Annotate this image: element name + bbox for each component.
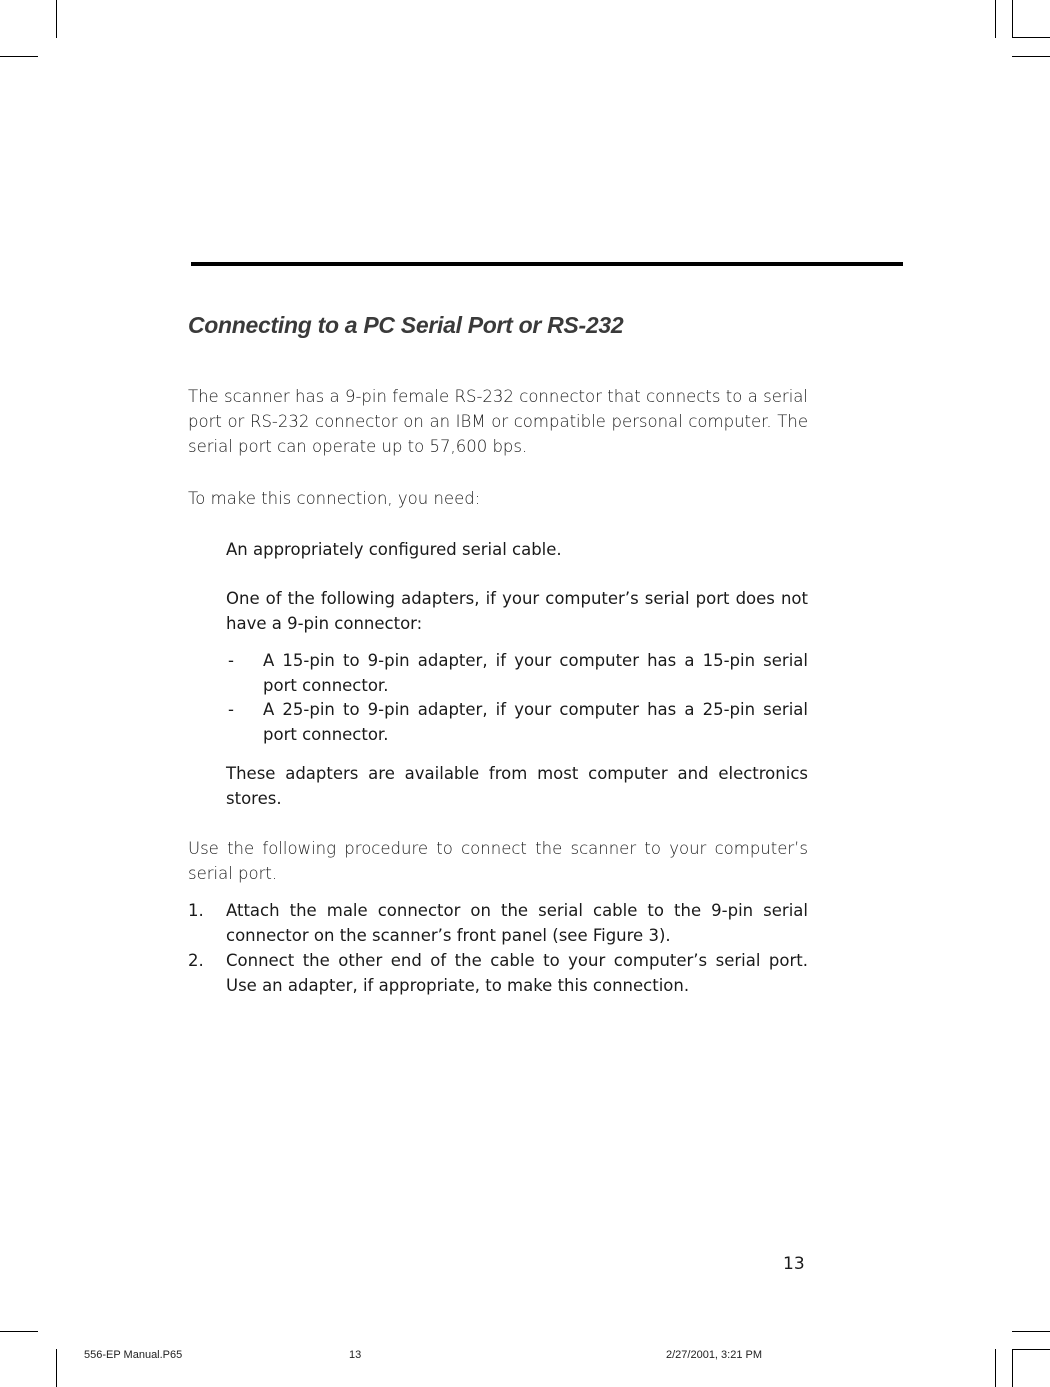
crop-mark-bottom-right-h xyxy=(1012,1331,1050,1332)
step-2-text: Connect the other end of the cable to your computer’s serial port. Use an adapter, if appropriate, to make this connection. xyxy=(226,951,808,995)
crop-mark-bottom-left-v xyxy=(56,1349,57,1387)
step-number-1: 1. xyxy=(188,901,204,920)
crop-mark-top-right-h xyxy=(1012,37,1050,38)
section-heading: Connecting to a PC Serial Port or RS-232 xyxy=(188,312,624,338)
footer-filename: 556-EP Manual.P65 xyxy=(84,1349,183,1361)
adapter-bullet-2: - xyxy=(228,700,234,719)
crop-mark-top-right-v xyxy=(995,0,996,38)
crop-mark-top-left-v xyxy=(56,0,57,38)
footer-page: 13 xyxy=(349,1349,362,1361)
crop-mark-top-right-v2 xyxy=(1012,0,1013,38)
page-number: 13 xyxy=(783,1254,805,1274)
section-rule xyxy=(191,262,903,266)
requirement-adapter: One of the following adapters, if your computer’s serial port does not have a 9-pin connector: xyxy=(226,589,808,633)
step-1-text: Attach the male connector on the serial cable to the 9-pin serial connector on the scanner’s front panel (see Figure 3). xyxy=(226,901,808,945)
crop-mark-bottom-right-v2 xyxy=(1012,1349,1013,1387)
requirement-cable: An appropriately configured serial cable. xyxy=(226,540,562,559)
adapter-note: These adapters are available from most computer and electronics stores. xyxy=(226,764,808,808)
procedure-intro: Use the following procedure to connect the scanner to your computer’s serial port. xyxy=(188,839,808,883)
adapter-item-1: A 15-pin to 9-pin adapter, if your computer has a 15-pin serial port connector. xyxy=(263,651,808,695)
step-number-2: 2. xyxy=(188,951,204,970)
crop-mark-bottom-right-h2 xyxy=(1012,1349,1050,1350)
intro-paragraph: The scanner has a 9-pin female RS-232 connector that connects to a serial port or RS-232 connector on an IBM or compatible personal computer. The serial port can operate up to 57,600 bps. xyxy=(188,387,808,456)
adapter-bullet-1: - xyxy=(228,651,234,670)
crop-mark-bottom-right-v xyxy=(995,1349,996,1387)
crop-mark-bottom-left-h xyxy=(0,1331,38,1332)
crop-mark-top-right-h2 xyxy=(1012,56,1050,57)
adapter-item-2: A 25-pin to 9-pin adapter, if your computer has a 25-pin serial port connector. xyxy=(263,700,808,744)
crop-mark-top-left-h xyxy=(0,56,38,57)
need-label: To make this connection, you need: xyxy=(188,489,481,508)
footer-timestamp: 2/27/2001, 3:21 PM xyxy=(666,1349,763,1361)
